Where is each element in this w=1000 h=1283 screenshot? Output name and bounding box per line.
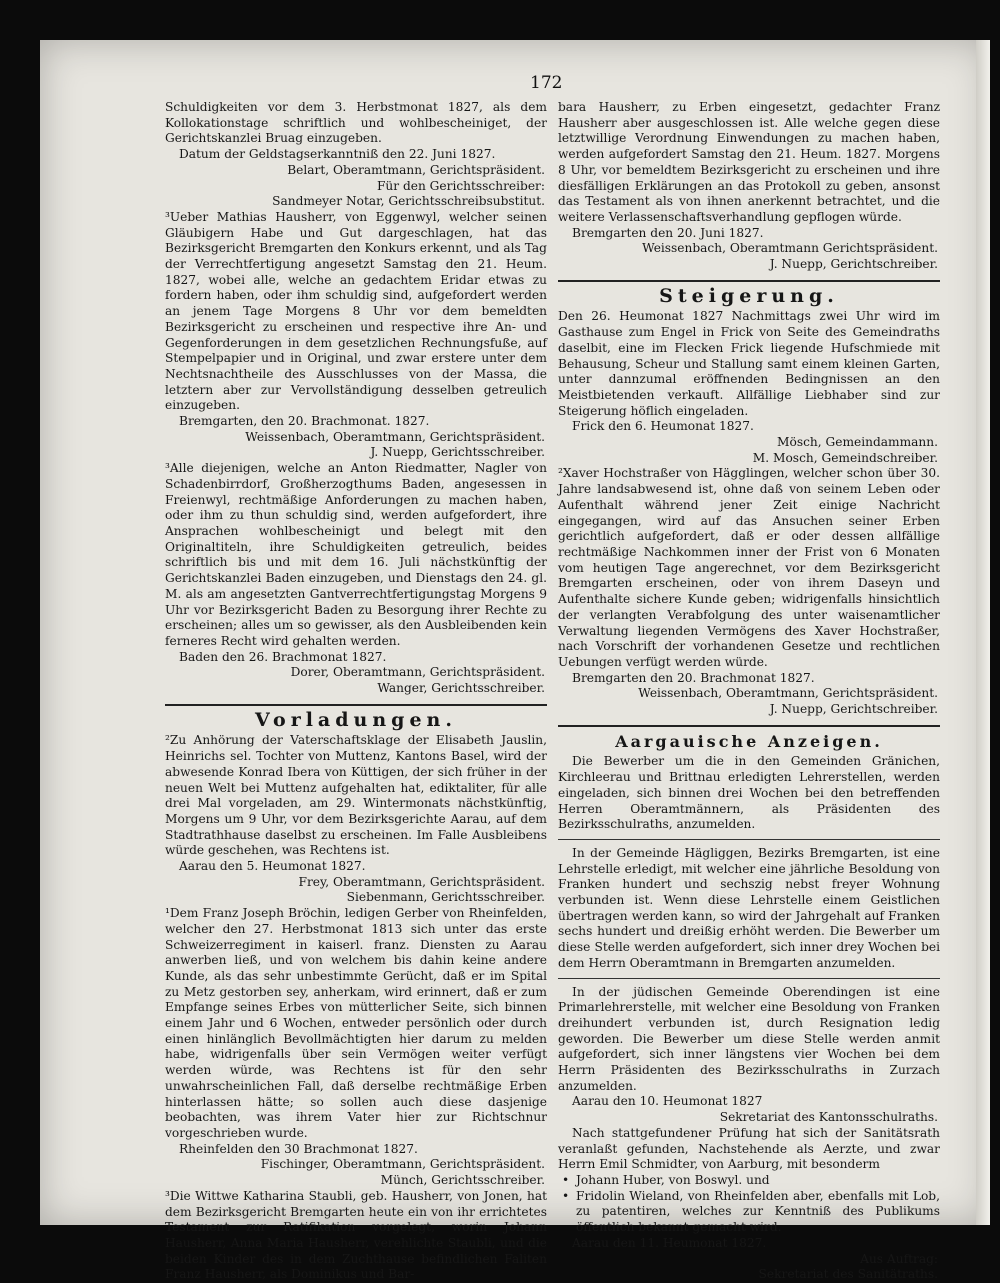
notice-paragraph: Baden den 26. Brachmonat 1827. [179, 649, 387, 664]
section-divider [558, 725, 940, 727]
notice-paragraph: ³Alle diejenigen, welche an Anton Riedmatter, Nagler von Schadenbirrdorf, Großherzogthums Baden, angesessen in Freienwyl, rechtmäßige Anforderungen zu machen haben, oder ihm zu thun schuldig sind, werden aufgefordert, ihre Ansprachen wohlbescheinigt und belegt mit den Originaltiteln, ihre Schuldigkeiten getreulich, beides schriftlich bis und mit dem 16. Juli nächstkünftig der Gerichtskanzlei Baden einzugeben, und Dienstags den 24. gl. M. als am angesetzten Gantverrechtfertigungstag Morgens 9 Uhr vor Bezirksgericht Baden zu Besorgung ihrer Rechte zu erscheinen; alles um so gewisser, als den Ausbleibenden kein ferneres Recht wird gehalten werden. [165, 461, 547, 648]
notice-paragraph: Bremgarten den 20. Juni 1827. [572, 225, 764, 240]
notice-paragraph: Aarau den 5. Heumonat 1827. [179, 859, 366, 874]
section-heading: Steigerung. [659, 284, 839, 307]
notice-paragraph: ²Zu Anhörung der Vaterschaftsklage der Elisabeth Jauslin, Heinrichs sel. Tochter von Muttenz, Kantons Basel, wird der abwesende Konrad Ibera von Küttigen, der sich früher in der neuen Welt bei Muttenz aufgehalten hat, ediktaliter, für alle drei Mal vorgeladen, am 29. Wintermonats nächstkünftig, Morgens um 9 Uhr, vor dem Bezirksgerichte Aarau, auf dem Stadtrathhause daselbst zu erscheinen. Im Falle Ausbleibens würde geschehen, was Rechtens ist. [165, 733, 547, 858]
notice-paragraph: Die Bewerber um die in den Gemeinden Gränichen, Kirchleerau und Brittnau erledigten Lehrerstellen, werden eingeladen, sich binnen drei Wochen bei den betreffenden Herren Oberamtmännern, als Präsidenten des Bezirksschulraths, anzumelden. [558, 754, 940, 832]
section-heading: Aargauische Anzeigen. [615, 731, 883, 751]
section-divider [558, 280, 940, 282]
signature-line: J. Nuepp, Gerichtschreiber. [769, 257, 938, 272]
notice-paragraph: ²Xaver Hochstraßer von Hägglingen, welcher schon über 30. Jahre landsabwesend ist, ohne daß von seinem Leben oder Aufenthalt während jener Zeit einige Nachricht eingegangen, wird auf das Ansuchen seiner Erben gerichtlich aufgefordert, daß er oder dessen allfällige rechtmäßige Nachkommen inner der Frist von 6 Monaten vom heutigen Tage angerechnet, vor dem Bezirksgericht Bremgarten erscheinen, oder von ihrem Daseyn und Aufenthalte sichere Kunde geben; widrigenfalls hinsichtlich der verlangten Verabfolgung des unter waisenamtlicher Verwaltung liegenden Vermögens des Xaver Hochstraßer, nach Vorschrift der vorhandenen Gesetze und rechtlichen Uebungen verfügt werden würde. [558, 466, 940, 669]
signature-line: Fischinger, Oberamtmann, Gerichtspräsident. [260, 1157, 545, 1172]
signature-line: Aus Auftrag: [860, 1251, 938, 1266]
notice-paragraph: Bremgarten den 20. Brachmonat 1827. [572, 670, 815, 685]
notice-paragraph: In der jüdischen Gemeinde Oberendingen ist eine Primarlehrerstelle, mit welcher eine Besoldung von Franken dreihundert verbunden ist, durch Resignation ledig geworden. Die Bewerber um diese Stelle werden anmit aufgefordert, sich inner längstens vier Wochen bei dem Herrn Präsidenten des Bezirksschulraths in Zurzach anzumelden. [558, 984, 940, 1093]
signature-line: Sekretariat des Sanitätraths. [758, 1267, 938, 1282]
page-number: 172 [530, 73, 563, 93]
signature-line: J. Nuepp, Gerichtschreiber. [769, 702, 938, 717]
signature-line: M. Mosch, Gemeindschreiber. [752, 450, 938, 465]
signature-line: Frey, Oberamtmann, Gerichtspräsident. [298, 874, 545, 889]
signature-line: Dorer, Oberamtmann, Gerichtspräsident. [290, 665, 545, 680]
list-item: • Johann Huber, von Boswyl. und [558, 1173, 940, 1189]
signature-line: Mösch, Gemeindammann. [777, 435, 938, 450]
notice-divider [558, 978, 940, 979]
signature-line: Weissenbach, Oberamtmann Gerichtspräsident. [642, 241, 938, 256]
notice-paragraph: Schuldigkeiten vor dem 3. Herbstmonat 1827, als dem Kollokationstage schriftlich und wohlbescheiniget, der Gerichtskanzlei Bruag einzugeben. [165, 100, 547, 146]
signature-line: Münch, Gerichtsschreiber. [380, 1173, 545, 1188]
signature-line: J. Nuepp, Gerichtsschreiber. [370, 445, 545, 460]
notice-paragraph: Bremgarten, den 20. Brachmonat. 1827. [179, 414, 430, 429]
notice-paragraph: ³Ueber Mathias Hausherr, von Eggenwyl, welcher seinen Gläubigern Habe und Gut dargeschlagen, hat das Bezirksgericht Bremgarten den Konkurs erkennt, und als Tag der Verrechtfertigung angesetzt Samstag den 21. Heum. 1827, wobei alle, welche an gedachtem Eridar etwas zu fordern haben, oder ihm schuldig sind, aufgefordert werden an jenem Tage Morgens 8 Uhr vor dem bemeldten Bezirksgericht zu erscheinen und respective ihre An- und Gegenforderungen in dem gesetzlichen Rechnungsfuße, auf Stempelpapier und in Original, und zwar erstere unter dem Nechtsnachtheile des Ausschlusses von der Massa, die letztern aber zur Vervollständigung desselben getreulich einzugeben. [165, 209, 547, 413]
notice-paragraph: Rheinfelden den 30 Brachmonat 1827. [179, 1141, 418, 1156]
signature-line: Weissenbach, Oberamtmann, Gerichtspräsident. [245, 429, 545, 444]
notice-paragraph: ¹Dem Franz Joseph Bröchin, ledigen Gerber von Rheinfelden, welcher den 27. Herbstmonat 1813 sich unter das erste Schweizerregiment in kaiserl. franz. Diensten zu Aarau anwerben ließ, und von welchem bis dahin keine andere Kunde, als das sehr unbestimmte Gerücht, daß er im Spital zu Metz gestorben sey, anherkam, wird erinnert, daß er zum Empfange seines Erbes von mütterlicher Seite, sich binnen einem Jahr und 6 Wochen, entweder persönlich oder durch einen hinlänglich Bevollmächtigten hier darum zu melden habe, widrigenfalls über sein Vermögen weiter verfügt werden würde, was Rechtens ist für den sehr unwahrscheinlichen Fall, daß derselbe rechtmäßige Erben hinterlassen hätte; so sollen auch diese dasjenige beobachten, was ihrem Vater hier zur Richtschnur vorgeschrieben wurde. [165, 906, 547, 1140]
notice-paragraph: Aarau den 11. Heumonat 1827. [572, 1235, 767, 1250]
notice-paragraph: bara Hausherr, zu Erben eingesetzt, gedachter Franz Hausherr aber ausgeschlossen ist. Alle welche gegen diese letztwillige Verordnung Einwendungen zu machen haben, werden aufgefordert Samstag den 21. Heum. 1827. Morgens 8 Uhr, vor bemeldtem Bezirksgericht zu erscheinen und ihre diesfälligen Erklärungen an das Protokoll zu geben, ansonst das Testament als von ihnen anerkennt betrachtet, und die weitere Verlassenschaftsverhandlung gepflogen würde. [558, 100, 940, 224]
notice-paragraph: Datum der Geldstagserkanntniß den 22. Juni 1827. [179, 147, 496, 162]
signature-line: Belart, Oberamtmann, Gerichtspräsident. [287, 162, 545, 177]
signature-line: Weissenbach, Oberamtmann, Gerichtspräsident. [638, 686, 938, 701]
notice-paragraph: Den 26. Heumonat 1827 Nachmittags zwei Uhr wird im Gasthause zum Engel in Frick von Seite des Gemeindraths daselbit, eine im Flecken Frick liegende Hufschmiede mit Behausung, Scheur und Stallung samt einem kleinen Garten, unter dannzumal eröffnenden Bedingnissen an den Meistbietenden verkauft. Allfällige Liebhaber sind zur Steigerung höflich eingeladen. [558, 309, 940, 418]
notice-paragraph: ³Die Wittwe Katharina Staubli, geb. Hausherr, von Jonen, hat dem Bezirksgericht Bremgarten heute ein von ihr errichtetes Testament zur Ratifikation vorgelegt, worin Johann Hausherr, Anna Maria Hausherr, verehlichte Staubli, und die beiden Kinder des in dem Zuchthause befindlichen Faliten Franz Hausherr, als Dominikus und Bar- [165, 1188, 547, 1282]
signature-line: Sandmeyer Notar, Gerichtsschreibsubstitut. [272, 194, 545, 209]
signature-line: Für den Gerichtsschreiber: [376, 178, 545, 193]
notice-divider [558, 839, 940, 840]
notice-paragraph: Aarau den 10. Heumonat 1827 [572, 1094, 763, 1109]
section-heading: Vorladungen. [255, 708, 457, 731]
page-edge [976, 40, 990, 1225]
list-item: • Fridolin Wieland, von Rheinfelden aber, ebenfalls mit Lob, zu patentiren, welches zur Kenntniß des Publikums öffentlich bekannt gemacht wird. [558, 1189, 940, 1236]
notice-paragraph: Nach stattgefundener Prüfung hat sich der Sanitätsrath veranlaßt gefunden, Nachstehende als Aerzte, und zwar Herrn Emil Schmidter, von Aarburg, mit besonderm [558, 1125, 940, 1172]
right-column [558, 100, 940, 1283]
signature-line: Siebenmann, Gerichtsschreiber. [346, 890, 545, 905]
signature-line: Wanger, Gerichtsschreiber. [377, 681, 545, 696]
notice-paragraph: Frick den 6. Heumonat 1827. [572, 419, 754, 434]
section-divider [165, 704, 547, 706]
signature-line: Sekretariat des Kantonsschulraths. [719, 1110, 938, 1125]
left-column [165, 100, 547, 1283]
notice-paragraph: In der Gemeinde Hägliggen, Bezirks Bremgarten, ist eine Lehrstelle erledigt, mit welcher eine jährliche Besoldung von Franken hundert und sechszig nebst freyer Wohnung verbunden ist. Wenn diese Lehrstelle einem Geistlichen übertragen werden kann, so wird der Jahrgehalt auf Franken sechs hundert und dreißig erhöht werden. Die Bewerber um diese Stelle werden aufgefordert, sich inner drey Wochen bei dem Herrn Oberamtmann in Bremgarten anzumelden. [558, 845, 940, 970]
newspaper-page [40, 40, 990, 1282]
